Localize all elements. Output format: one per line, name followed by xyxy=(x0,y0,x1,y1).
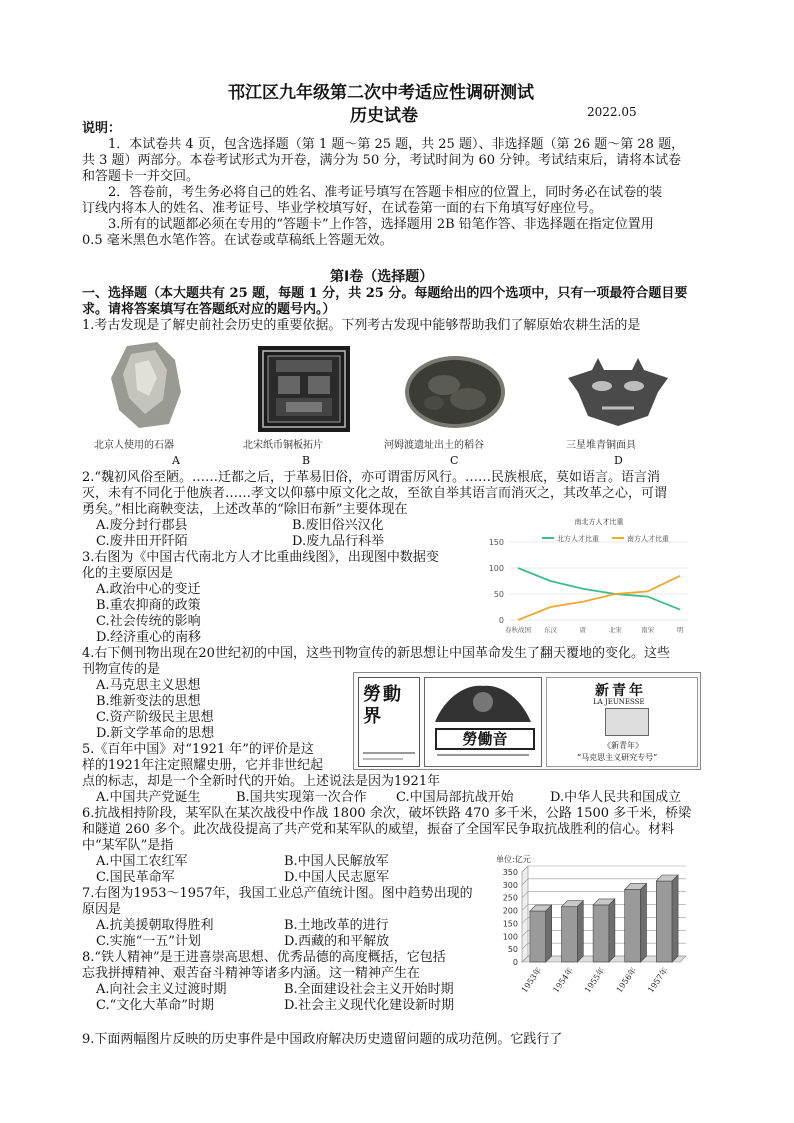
option-c: C.“文化大革命”时期 xyxy=(96,998,214,1013)
image-caption: 北宋纸币铜板拓片 xyxy=(243,440,323,451)
bar-side xyxy=(641,883,647,962)
instructions-heading: 说明： xyxy=(82,121,122,136)
question-stem: 中“某军队”是指 xyxy=(82,838,174,853)
question-stem: 忘我拼搏精神、艰苦奋斗精神等诸多内涵。这一精神产生在 xyxy=(82,966,421,981)
x-tick-label: 东汉 xyxy=(543,626,557,634)
x-tick-label: 1953年 xyxy=(519,965,544,995)
x-tick-label: 北宋 xyxy=(608,626,622,634)
instruction-line: 2．答卷前，考生务必将自己的姓名、准考证号填写在答题卡相应的位置上，同时务必在试卷的装 xyxy=(108,185,663,200)
option-a: A.废分封行郡县 xyxy=(96,518,188,533)
y-tick-label: 0 xyxy=(498,616,504,625)
option-a: A.中国共产党诞生 xyxy=(96,790,201,805)
option-b: B.废旧俗兴汉化 xyxy=(292,518,384,533)
x-tick-label: 唐 xyxy=(579,626,587,634)
option-d: D.废九品行科举 xyxy=(292,534,385,549)
series-line xyxy=(518,568,680,610)
x-tick-label: 1955年 xyxy=(582,965,607,995)
option-letter: D xyxy=(614,454,623,467)
bar xyxy=(625,889,641,962)
instruction-line: 0.5 毫米黑色水笔作答。在试卷或草稿纸上答题无效。 xyxy=(82,233,393,248)
gridline xyxy=(522,866,686,872)
option-d: D.经济重心的南移 xyxy=(96,630,202,645)
section-desc: 一、选择题（本大题共有 25 题，每题 1 分，共 25 分。每题给出的四个选项中，只有一项最符合题目要 xyxy=(82,286,688,301)
option-c: C.实施“一五”计划 xyxy=(96,934,201,949)
image-caption: 北京人使用的石器 xyxy=(94,440,174,451)
legend-label: 南方人才比重 xyxy=(627,535,669,543)
image-caption: 河姆渡遗址出土的稻谷 xyxy=(384,440,484,451)
y-unit-label: 单位:亿元 xyxy=(496,855,531,864)
series-line xyxy=(518,576,680,620)
question-stem: 灭，未有不同化于他族者……孝文以仰慕中原文化之故，至欲自举其语言而消灭之，其改革之心，可谓 xyxy=(82,486,668,501)
question-stem: 和隧道 260 多个。此次战役提高了共产党和某军队的威望，振奋了全国军民争取抗战胜利的信心。材料 xyxy=(82,822,675,837)
option-d: D.新文学革命的思想 xyxy=(96,726,215,741)
option-a: A.中国工农红军 xyxy=(96,854,188,869)
x-tick-label: 春秋战国 xyxy=(505,626,531,634)
y-tick-label: 100 xyxy=(488,564,504,573)
question-stem: 2.“魏初风俗至陋。……迁都之后，于革易旧俗，亦可谓雷厉风行。……民族根底，莫如语言。语言消 xyxy=(82,470,661,485)
option-b: B.土地改革的进行 xyxy=(284,918,389,933)
option-c: C.废井田开阡陌 xyxy=(96,534,188,549)
y-tick-label: 150 xyxy=(488,538,504,547)
option-b: B.国共实现第一次合作 xyxy=(236,790,367,805)
question-stem: 样的1921年注定照耀史册，它并非世纪起 xyxy=(82,758,324,773)
bar xyxy=(593,905,609,962)
cover-portrait xyxy=(605,708,649,736)
bar xyxy=(656,881,672,962)
legend-label: 北方人才比重 xyxy=(557,535,599,543)
question-stem: 1.考古发现是了解史前社会历史的重要依据。下列考古发现中能够帮助我们了解原始农耕生活的是 xyxy=(82,318,641,333)
talent-ratio-line-chart xyxy=(480,514,698,638)
new-youth-cover xyxy=(546,677,698,767)
exam-date: 2022.05 xyxy=(587,105,637,119)
labor-sound-cover xyxy=(424,677,542,767)
section-desc: 求。请将答案填写在答题纸对应的题号内。） xyxy=(82,302,336,317)
question-stem: 4.右下侧刊物出现在20世纪初的中国，这些刊物宣传的新思想让中国革命发生了翻天覆地的变化。这些 xyxy=(82,646,670,661)
instruction-line: 1．本试卷共 4 页，包含选择题（第 1 题～第 25 题，共 25 题）、非选择题（第 26 题～第 28 题， xyxy=(108,137,685,152)
x-tick-label: 1956年 xyxy=(614,965,639,995)
x-tick-label: 1954年 xyxy=(551,965,576,995)
publications-image xyxy=(353,672,701,770)
option-d: D.西藏的和平解放 xyxy=(284,934,390,949)
option-c: C.中国局部抗战开始 xyxy=(396,790,514,805)
question-stem: 点的标志，却是一个全新时代的开始。上述说法是因为1921年 xyxy=(82,774,441,789)
question-stem: 勇矣。”相比商鞅变法，上述改革的“除旧布新”主要体现在 xyxy=(82,502,408,517)
question-stem: 化的主要原因是 xyxy=(82,566,174,581)
y-tick-label: 350 xyxy=(502,868,518,877)
bar-side xyxy=(577,901,583,962)
x-tick-label: 1957年 xyxy=(646,965,670,995)
question-stem: 5.《百年中国》对“1921 年”的评价是这 xyxy=(82,742,314,757)
option-b: B.维新变法的思想 xyxy=(96,694,201,709)
question-stem: 8.“铁人精神”是王进喜崇高思想、优秀品德的高度概括，它包括 xyxy=(82,950,446,965)
chart-title: 南北方人才比重 xyxy=(574,518,624,526)
image-caption: 三星堆青铜面具 xyxy=(566,440,636,451)
new-youth-caption: 《新青年》 xyxy=(603,741,643,750)
y-tick-label: 50 xyxy=(507,945,518,955)
question-stem: 3.右图为《中国古代南北方人才比重曲线图》，出现图中数据变 xyxy=(82,550,439,565)
question-stem: 6.抗战相持阶段，某军队在某次战役中作战 1800 余次，破坏铁路 470 多千米，公路 1500 多千米，桥梁 xyxy=(82,806,692,821)
y-tick-label: 250 xyxy=(502,893,518,903)
option-a: A.马克思主义思想 xyxy=(96,678,201,693)
option-c: C.社会传统的影响 xyxy=(96,614,201,629)
industrial-output-bar-chart xyxy=(490,850,700,1000)
option-d: D.中国人民志愿军 xyxy=(284,870,390,885)
option-d: D.社会主义现代化建设新时期 xyxy=(284,998,455,1013)
option-b: B.中国人民解放军 xyxy=(284,854,389,869)
labor-sound-title: 勞働音 xyxy=(435,728,535,750)
option-letter: B xyxy=(302,454,311,467)
option-letter: A xyxy=(172,454,180,467)
x-tick-label: 南宋 xyxy=(641,626,655,634)
y-tick-label: 150 xyxy=(502,919,518,929)
question-stem: 7.右图为1953～1957年，我国工业总产值统计图。图中趋势出现的 xyxy=(82,886,473,901)
bar-side xyxy=(609,899,615,962)
option-c: C.国民革命军 xyxy=(96,870,175,885)
exam-subtitle: 历史试卷 xyxy=(350,106,418,126)
bar xyxy=(562,907,578,962)
option-d: D.中华人民共和国成立 xyxy=(550,790,682,805)
rice-grains-image xyxy=(404,355,506,429)
option-a: A.政治中心的变迁 xyxy=(96,582,201,597)
question-stem: 刊物宣传的是 xyxy=(82,662,161,677)
option-a: A.抗美援朝取得胜利 xyxy=(96,918,214,933)
instruction-line: 订线内将本人的姓名、准考证号、毕业学校填写好，在试卷第一面的右下角填写好座位号。 xyxy=(82,201,603,216)
x-tick-label: 明 xyxy=(676,626,684,634)
y-tick-label: 300 xyxy=(502,880,518,890)
stone-tool-image xyxy=(105,340,185,430)
question-stem: 原因是 xyxy=(82,902,122,917)
labor-world-title: 勞動界 xyxy=(363,684,403,727)
bar xyxy=(530,911,546,962)
instruction-line: 3.所有的试题都必须在专用的“答题卡”上作答，选择题用 2B 铅笔作答、非选择题在指定位置用 xyxy=(108,217,654,232)
new-youth-title: 新青年 xyxy=(595,683,646,699)
exam-title: 邗江区九年级第二次中考适应性调研测试 xyxy=(228,83,534,103)
chart-side-wall xyxy=(522,866,528,962)
option-c: C.资产阶级民主思想 xyxy=(96,710,214,725)
option-letter: C xyxy=(450,454,459,467)
option-a: A.向社会主义过渡时期 xyxy=(96,982,227,997)
y-tick-label: 100 xyxy=(502,932,518,942)
la-jeunesse-text: LA JEUNESSE xyxy=(593,698,645,706)
bar-side xyxy=(546,905,552,962)
labor-world-cover xyxy=(358,677,420,767)
option-b: B.全面建设社会主义开始时期 xyxy=(284,982,454,997)
y-tick-label: 50 xyxy=(493,590,504,599)
question-stem: 9.下面两幅图片反映的历史事件是中国政府解决历史遗留问题的成功范例。它践行了 xyxy=(82,1032,563,1047)
marxism-issue-caption: “马克思主义研究专号” xyxy=(577,753,658,762)
instruction-line: 共 3 题）两部分。本卷考试形式为开卷，满分为 50 分，考试时间为 60 分钟。考试结束后，请将本试卷 xyxy=(82,153,682,168)
option-b: B.重农抑商的政策 xyxy=(96,598,201,613)
instruction-line: 和答题卡一并交回。 xyxy=(82,169,200,184)
y-tick-label: 0 xyxy=(512,958,518,967)
y-tick-label: 200 xyxy=(502,906,518,916)
bronze-mask-image xyxy=(562,356,674,428)
bar-side xyxy=(672,875,678,962)
banknote-rubbing-image xyxy=(258,346,350,432)
section-title: 第Ⅰ卷（选择题） xyxy=(330,269,434,285)
